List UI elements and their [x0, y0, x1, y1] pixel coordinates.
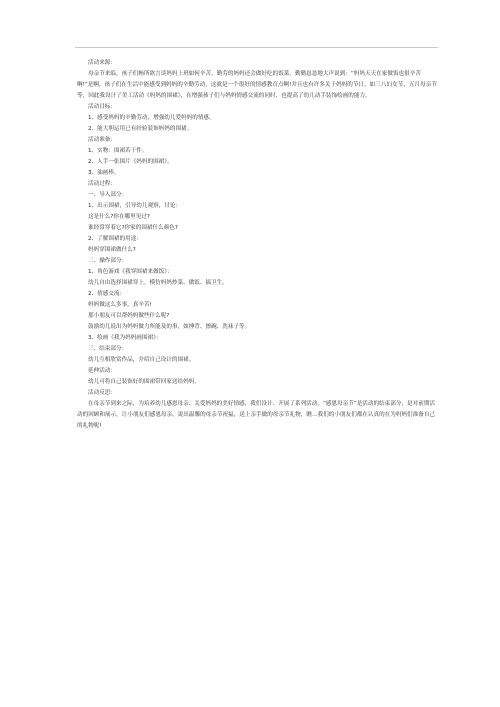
document-paragraph: 2、能大胆运用已有经验装饰妈妈的围裙。 — [88, 126, 193, 132]
document-paragraph: 谁经常穿着它?你家的围裙什么颜色? — [88, 225, 178, 231]
document-paragraph: 这是什么?你在哪里见过? — [88, 214, 150, 220]
header-rule — [75, 47, 438, 48]
document-paragraph: 在母亲节到来之际，为培养幼儿感恩母亲、关爱妈妈的美好情感，我们设计、开展了系列活动。“感恩母亲节”是活动的结束部分，是对前期活动的回顾和展示，让小朋友们感恩母亲，说出温馨的母亲节祝福，送上亲手做的母亲节礼物，瞧…我们的小朋友们都在认真的在为妈妈们准备自己的礼物呢! — [77, 401, 436, 429]
document-paragraph: 活动目标： — [88, 104, 116, 110]
document-paragraph: 活动反思： — [88, 390, 116, 396]
document-paragraph: 1、感受妈妈的辛勤劳动，增强幼儿爱妈妈的情感。 — [88, 115, 215, 121]
document-paragraph: 母亲节来临，孩子们畅所欲言谈妈妈上班如何辛苦，勤劳的妈妈还会做好吃的饭菜，勤勤恳恳地大声说到：“妈妈天天在家做饭也很辛苦啊!”是啊，孩子们在生活中能感受到妈妈的辛勤劳动，这就是一个很好的情感教育点啊!并且也有许多关于妈妈的节日，如三八妇女节、五月母亲节等，因此我设计了美工活动《妈妈的围裙》，在增强孩子们与妈妈情感交流的同时，也提高了幼儿动手装饰绘画的能力。 — [77, 71, 437, 99]
document-paragraph: 延伸活动： — [88, 368, 116, 374]
document-paragraph: 妈妈穿围裙做什么? — [88, 247, 136, 253]
document-paragraph: 活动准备： — [88, 137, 116, 143]
document-paragraph: 活动来源： — [88, 60, 116, 66]
document-paragraph: 二、操作部分： — [88, 258, 128, 264]
document-paragraph: 三、结束部分： — [88, 346, 128, 352]
document-paragraph: 妈妈做这么多事，真辛苦! — [88, 302, 152, 308]
document-paragraph: 1、角色游戏《我穿围裙来做饭》： — [88, 269, 173, 275]
document-paragraph: 幼儿自由选择围裙穿上，模仿妈妈炒菜、做饭、搞卫生。 — [88, 280, 228, 286]
document-paragraph: 一、导入部分： — [88, 192, 128, 198]
document-paragraph: 幼儿互相欣赏作品，介绍自己设计的围裙。 — [88, 357, 195, 363]
document-paragraph: 鼓励幼儿说出为妈妈做力所能及的事，如捶背、擦碗、洗袜子等。 — [88, 324, 251, 330]
document-paragraph: 3、绘画《我为妈妈画围裙》： — [88, 335, 162, 341]
document-paragraph: 2、了解围裙的用途： — [88, 236, 142, 242]
document-paragraph: 活动过程： — [88, 181, 116, 187]
document-paragraph: 2、情感交流： — [88, 291, 126, 297]
document-paragraph: 2、人手一张围片《妈妈的围裙》。 — [88, 159, 173, 165]
document-paragraph: 那小朋友可以帮妈妈做些什么呢? — [88, 313, 170, 319]
document-paragraph: 幼儿可将自己装饰好的围裙带回家送给妈妈。 — [88, 379, 200, 385]
document-body — [77, 58, 437, 432]
document-paragraph: 1、实物：围裙若干件。 — [88, 148, 148, 154]
document-paragraph: 1、出示围裙，引导幼儿观察，讨论： — [88, 203, 182, 209]
document-paragraph: 3、油画棒。 — [88, 170, 120, 176]
